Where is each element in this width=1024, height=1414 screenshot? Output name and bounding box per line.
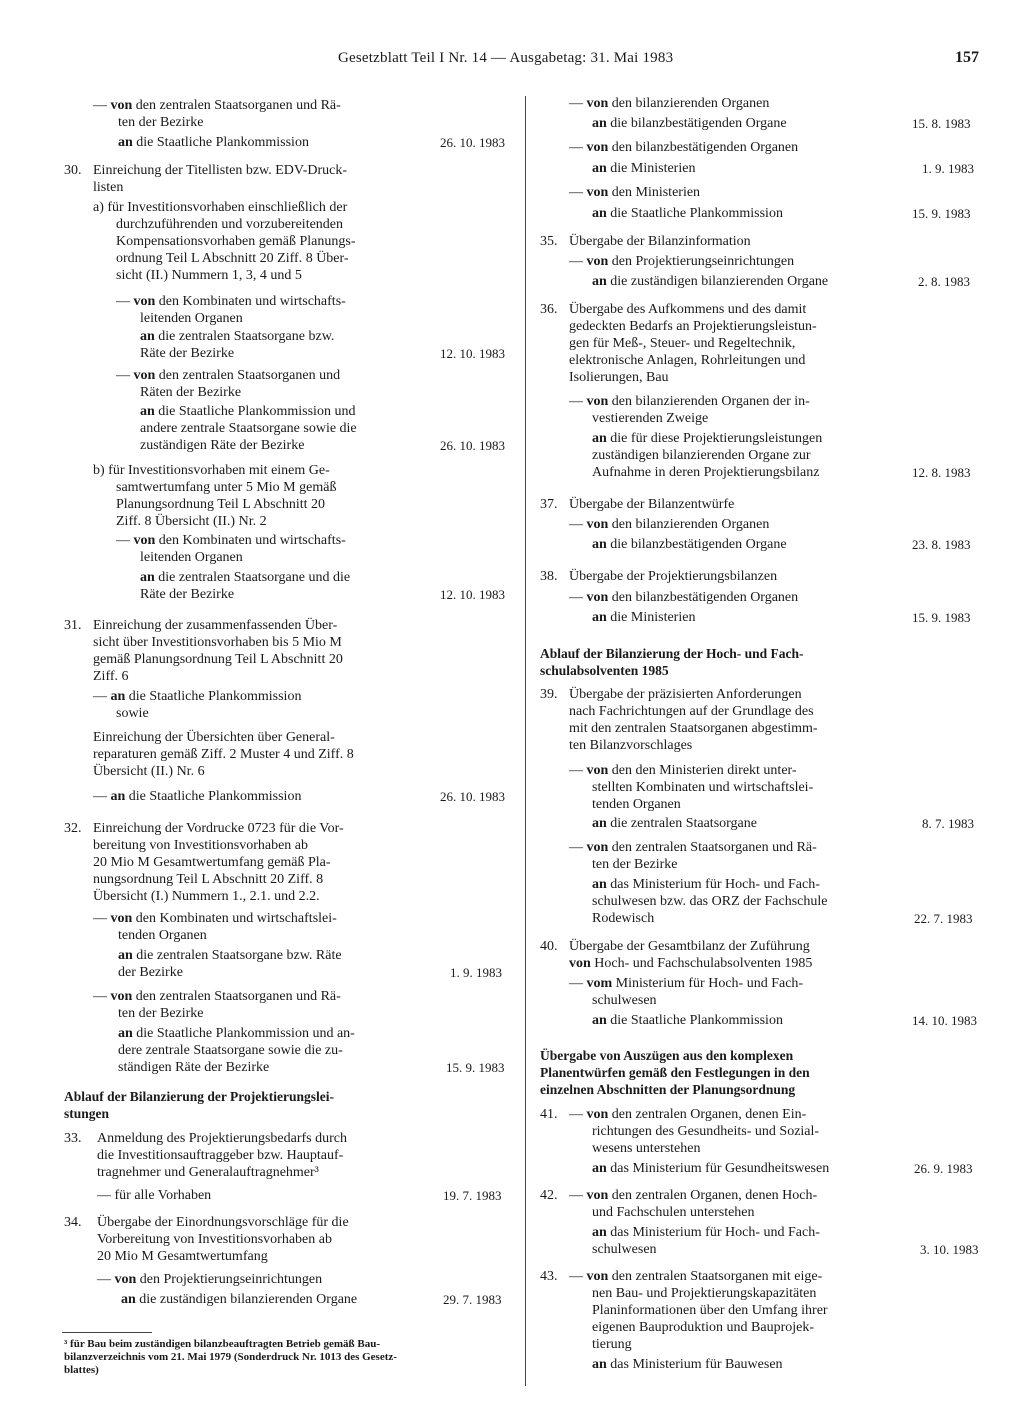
- text-line: b) für Investitionsvorhaben mit einem Ge-: [93, 463, 330, 478]
- text-line: gemäß Planungsordnung Teil L Abschnitt 20: [93, 652, 343, 667]
- text-line: — von den zentralen Staatsorganen und Rä-: [569, 840, 817, 855]
- text-line: — von den zentralen Staatsorganen und Rä-: [93, 98, 341, 113]
- text-line: von Hoch- und Fachschulabsolventen 1985: [569, 956, 813, 971]
- item-number: 33.: [64, 1131, 82, 1146]
- text-line: an die für diese Projektierungsleistungen: [592, 431, 823, 446]
- text-line: Räte der Bezirke: [140, 346, 235, 361]
- text-line: reparaturen gemäß Ziff. 2 Muster 4 und Ziff. 8: [93, 747, 354, 762]
- text-line: 20 Mio M Gesamtwertumfang: [97, 1249, 268, 1264]
- text-line: Übergabe der Bilanzentwürfe: [569, 497, 735, 512]
- text-line: Übersicht (II.) Nr. 6: [93, 764, 205, 779]
- date-value: 1. 9. 1983: [922, 161, 974, 176]
- item-number: 36.: [540, 302, 558, 317]
- date-value: 15. 9. 1983: [446, 1060, 505, 1075]
- text-line: Räte der Bezirke: [140, 587, 235, 602]
- text-line: sicht über Investitionsvorhaben bis 5 Mio M: [93, 635, 342, 650]
- text-line: ten der Bezirke: [592, 857, 678, 872]
- text-line: Rodewisch: [592, 911, 655, 926]
- text-line: nach Fachrichtungen auf der Grundlage des: [569, 704, 814, 719]
- date-value: 15. 8. 1983: [912, 116, 971, 131]
- text-line: an das Ministerium für Hoch- und Fach-: [592, 1225, 820, 1240]
- item-number: 38.: [540, 569, 558, 584]
- text-line: an das Ministerium für Hoch- und Fach-: [592, 877, 820, 892]
- section-heading: Ablauf der Bilanzierung der Projektierungslei-: [64, 1089, 334, 1104]
- text-line: Einreichung der Titellisten bzw. EDV-Druck-: [93, 163, 348, 178]
- item-number: 39.: [540, 687, 558, 702]
- item-number: 41.: [540, 1107, 558, 1122]
- date-value: 26. 10. 1983: [440, 438, 505, 453]
- date-value: 26. 9. 1983: [914, 1161, 973, 1176]
- text-line: durchzuführenden und vorzubereitenden: [116, 217, 344, 232]
- text-line: an das Ministerium für Bauwesen: [592, 1357, 783, 1372]
- date-value: 26. 10. 1983: [440, 789, 505, 804]
- text-line: Übergabe der Projektierungsbilanzen: [569, 569, 778, 584]
- text-line: Vorbereitung von Investitionsvorhaben ab: [97, 1232, 332, 1247]
- text-line: zuständigen Räte der Bezirke: [140, 438, 305, 453]
- section-heading: einzelnen Abschnitten der Planungsordnung: [540, 1082, 796, 1097]
- text-line: an die zuständigen bilanzierenden Organe: [121, 1292, 358, 1307]
- text-line: Anmeldung des Projektierungsbedarfs durch: [97, 1131, 347, 1146]
- text-line: tenden Organen: [592, 797, 681, 812]
- text-line: an die zentralen Staatsorgane: [592, 816, 757, 831]
- section-heading: Planentwürfen gemäß den Festlegungen in den: [540, 1065, 810, 1080]
- text-line: an die Ministerien: [592, 610, 696, 625]
- text-line: ordnung Teil L Abschnitt 20 Ziff. 8 Über-: [116, 251, 349, 266]
- date-value: 12. 10. 1983: [440, 587, 505, 602]
- date-value: 12. 8. 1983: [912, 465, 971, 480]
- date-value: 1. 9. 1983: [450, 965, 502, 980]
- text-line: leitenden Organen: [140, 311, 243, 326]
- text-line: — von den Kombinaten und wirtschaftslei-: [93, 911, 337, 926]
- text-line: an die Staatliche Plankommission und: [140, 404, 356, 419]
- text-line: Übergabe der Bilanzinformation: [569, 234, 751, 249]
- text-line: samtwertumfang unter 5 Mio M gemäß: [116, 480, 337, 495]
- text-line: Planungsordnung Teil L Abschnitt 20: [116, 497, 326, 512]
- footnote-line: blattes): [64, 1364, 99, 1376]
- item-number: 43.: [540, 1269, 558, 1284]
- text-line: Einreichung der Übersichten über General-: [93, 730, 335, 745]
- footnote-line: bilanzverzeichnis vom 21. Mai 1979 (Sonderdruck Nr. 1013 des Gesetz-: [64, 1351, 397, 1363]
- text-line: mit den zentralen Staatsorganen abgestimm-: [569, 721, 818, 736]
- text-line: an die bilanzbestätigenden Organe: [592, 537, 787, 552]
- section-heading: schulabsolventen 1985: [540, 663, 669, 678]
- text-line: andere zentrale Staatsorgane sowie die: [140, 421, 357, 436]
- text-line: gedeckten Bedarfs an Projektierungsleistun-: [569, 319, 817, 334]
- date-value: 14. 10. 1983: [912, 1013, 977, 1028]
- section-heading: Übergabe von Auszügen aus den komplexen: [540, 1048, 794, 1063]
- date-value: 19. 7. 1983: [443, 1188, 502, 1203]
- text-line: a) für Investitionsvorhaben einschließlich der: [93, 200, 348, 215]
- text-line: ten der Bezirke: [118, 115, 204, 130]
- date-value: 15. 9. 1983: [912, 610, 971, 625]
- date-value: 12. 10. 1983: [440, 346, 505, 361]
- section-heading: stungen: [64, 1106, 110, 1121]
- text-line: zuständigen bilanzierenden Organe zur: [592, 448, 811, 463]
- text-line: Einreichung der Vordrucke 0723 für die Vor-: [93, 821, 344, 836]
- text-line: die Investitionsauftraggeber bzw. Hauptauf-: [97, 1148, 344, 1163]
- running-title: Gesetzblatt Teil I Nr. 14 — Ausgabetag: 31. Mai 1983: [338, 50, 674, 66]
- text-line: Einreichung der zusammenfassenden Über-: [93, 618, 338, 633]
- text-line: an die Ministerien: [592, 161, 696, 176]
- date-value: 29. 7. 1983: [443, 1292, 502, 1307]
- text-line: an die zentralen Staatsorgane bzw. Räte: [118, 948, 342, 963]
- text-line: an die Staatliche Plankommission und an-: [118, 1026, 355, 1041]
- text-line: Übergabe der Gesamtbilanz der Zuführung: [569, 939, 810, 954]
- text-line: — an die Staatliche Plankommission: [93, 689, 302, 704]
- text-line: schulwesen bzw. das ORZ der Fachschule: [592, 894, 828, 909]
- text-line: Aufnahme in deren Projektierungsbilanz: [592, 465, 820, 480]
- text-line: an die Staatliche Plankommission: [118, 135, 309, 150]
- text-line: — von den Projektierungseinrichtungen: [97, 1272, 323, 1287]
- text-line: tierung: [592, 1337, 632, 1352]
- page-number: 157: [955, 49, 979, 66]
- text-line: dere zentrale Staatsorgane sowie die zu-: [118, 1043, 343, 1058]
- text-line: schulwesen: [592, 993, 657, 1008]
- item-number: 35.: [540, 234, 558, 249]
- text-line: und Fachschulen unterstehen: [592, 1205, 755, 1220]
- text-line: — von den bilanzierenden Organen der in-: [569, 394, 810, 409]
- item-number: 37.: [540, 497, 558, 512]
- text-line: bereitung von Investitionsvorhaben ab: [93, 838, 309, 853]
- text-line: der Bezirke: [118, 965, 183, 980]
- text-line: leitenden Organen: [140, 550, 243, 565]
- date-value: 15. 9. 1983: [912, 206, 971, 221]
- section-heading: Ablauf der Bilanzierung der Hoch- und Fach-: [540, 646, 804, 661]
- text-line: an die bilanzbestätigenden Organe: [592, 116, 787, 131]
- text-line: ten der Bezirke: [118, 1006, 204, 1021]
- text-line: nungsordnung Teil L Abschnitt 20 Ziff. 8: [93, 872, 324, 887]
- text-line: wesens unterstehen: [592, 1141, 701, 1156]
- footnote-line: ³ für Bau beim zuständigen bilanzbeauftragten Betrieb gemäß Bau-: [64, 1338, 380, 1350]
- text-line: — für alle Vorhaben: [97, 1188, 212, 1203]
- item-number: 40.: [540, 939, 558, 954]
- item-number: 31.: [64, 618, 82, 633]
- date-value: 2. 8. 1983: [918, 274, 970, 289]
- date-value: 22. 7. 1983: [914, 911, 973, 926]
- text-line: stellten Kombinaten und wirtschaftslei-: [592, 780, 814, 795]
- text-line: an die zuständigen bilanzierenden Organe: [592, 274, 829, 289]
- item-number: 34.: [64, 1215, 82, 1230]
- text-line: sicht (II.) Nummern 1, 3, 4 und 5: [116, 268, 302, 283]
- text-line: 20 Mio M Gesamtwertumfang gemäß Pla-: [93, 855, 331, 870]
- text-line: schulwesen: [592, 1242, 657, 1257]
- text-line: Übersicht (I.) Nummern 1., 2.1. und 2.2.: [93, 889, 320, 904]
- text-line: an die Staatliche Plankommission: [592, 1013, 783, 1028]
- item-number: 42.: [540, 1188, 558, 1203]
- text-line: listen: [93, 180, 124, 195]
- date-value: 8. 7. 1983: [922, 816, 974, 831]
- text-line: an das Ministerium für Gesundheitswesen: [592, 1161, 830, 1176]
- text-line: — von den Projektierungseinrichtungen: [569, 254, 795, 269]
- text-line: Übergabe der Einordnungsvorschläge für die: [97, 1215, 349, 1230]
- text-line: an die zentralen Staatsorgane bzw.: [140, 329, 335, 344]
- text-line: richtungen des Gesundheits- und Sozial-: [592, 1124, 820, 1139]
- text-line: — von den Kombinaten und wirtschafts-: [116, 533, 346, 548]
- text-line: Räten der Bezirke: [140, 385, 242, 400]
- page-header: [0, 50, 1024, 74]
- date-value: 26. 10. 1983: [440, 135, 505, 150]
- text-line: vestierenden Zweige: [592, 411, 709, 426]
- text-line: ständigen Räte der Bezirke: [118, 1060, 270, 1075]
- date-value: 23. 8. 1983: [912, 537, 971, 552]
- item-number: 32.: [64, 821, 82, 836]
- text-line: — an die Staatliche Plankommission: [93, 789, 302, 804]
- text-line: — von den den Ministerien direkt unter-: [569, 763, 797, 778]
- text-line: Ziff. 8 Übersicht (II.) Nr. 2: [116, 514, 267, 529]
- text-line: nen Bau- und Projektierungskapazitäten: [592, 1286, 817, 1301]
- text-line: sowie: [116, 706, 149, 721]
- text-line: — von den bilanzierenden Organen: [569, 517, 770, 532]
- text-line: — von den bilanzierenden Organen: [569, 96, 770, 111]
- text-line: — von den bilanzbestätigenden Organen: [569, 590, 799, 605]
- column-divider: [525, 96, 526, 1386]
- footnote-rule: [62, 1332, 152, 1333]
- text-line: eigenen Bauproduktion und Bauprojek-: [592, 1320, 815, 1335]
- text-line: — von den zentralen Organen, denen Hoch-: [569, 1188, 818, 1203]
- text-line: an die Staatliche Plankommission: [592, 206, 783, 221]
- text-line: Kompensationsvorhaben gemäß Planungs-: [116, 234, 356, 249]
- text-line: Übergabe der präzisierten Anforderungen: [569, 687, 802, 702]
- text-line: — von den zentralen Staatsorganen und: [116, 368, 341, 383]
- text-line: — von den zentralen Organen, denen Ein-: [569, 1107, 807, 1122]
- item-number: 30.: [64, 163, 82, 178]
- text-line: — vom Ministerium für Hoch- und Fach-: [569, 976, 804, 991]
- text-line: — von den bilanzbestätigenden Organen: [569, 140, 799, 155]
- text-line: — von den Kombinaten und wirtschafts-: [116, 294, 346, 309]
- text-line: Übergabe des Aufkommens und des damit: [569, 302, 807, 317]
- text-line: Ziff. 6: [93, 669, 129, 684]
- text-line: elektronische Anlagen, Rohrleitungen und: [569, 353, 806, 368]
- text-line: Isolierungen, Bau: [569, 370, 669, 385]
- text-line: tragnehmer und Generalauftragnehmer³: [97, 1165, 319, 1180]
- text-line: — von den Ministerien: [569, 185, 701, 200]
- date-value: 3. 10. 1983: [920, 1242, 979, 1257]
- text-line: an die zentralen Staatsorgane und die: [140, 570, 351, 585]
- text-line: tenden Organen: [118, 928, 207, 943]
- text-line: ten Bilanzvorschlages: [569, 738, 693, 753]
- text-line: gen für Meß-, Steuer- und Regeltechnik,: [569, 336, 796, 351]
- text-line: — von den zentralen Staatsorganen und Rä-: [93, 989, 341, 1004]
- text-line: Planinformationen über den Umfang ihrer: [592, 1303, 828, 1318]
- text-line: — von den zentralen Staatsorganen mit eige-: [569, 1269, 823, 1284]
